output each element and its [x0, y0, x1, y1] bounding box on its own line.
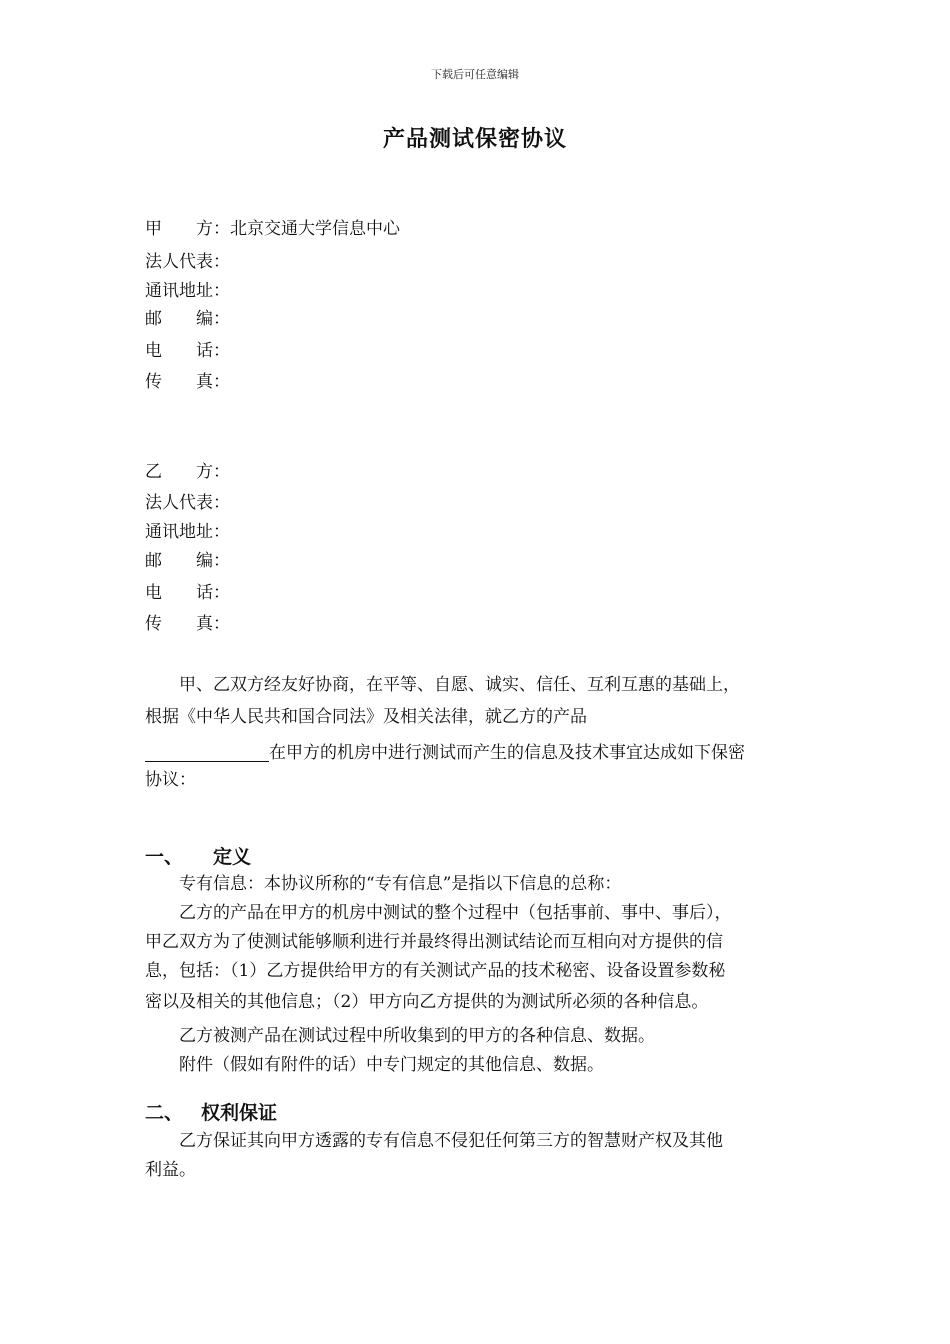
intro-line-2: 根据《中华人民共和国合同法》及相关法律，就乙方的产品	[145, 707, 587, 727]
section-1-p2-line-3: 息，包括：（1）乙方提供给甲方的有关测试产品的技术秘密、设备设置参数秘	[145, 961, 726, 981]
document-title: 产品测试保密协议	[382, 127, 567, 152]
section-1-p2-line-4: 密以及相关的其他信息；（2）甲方向乙方提供的为测试所必须的各种信息。	[145, 992, 709, 1012]
party-a-address: 通讯地址：	[145, 281, 230, 301]
intro-line-4: 协议：	[145, 770, 196, 790]
section-1-p1: 专有信息：本协议所称的“专有信息”是指以下信息的总称：	[145, 874, 622, 894]
intro-line-1: 甲、乙双方经友好协商，在平等、自愿、诚实、信任、互利互惠的基础上，	[145, 675, 740, 695]
product-name-blank	[145, 743, 269, 762]
section-1-p3: 乙方被测产品在测试过程中所收集到的甲方的各种信息、数据。	[145, 1026, 655, 1046]
party-a-name-row	[145, 221, 400, 238]
party-b-postcode: 邮 编：	[145, 551, 230, 571]
party-a-postcode: 邮 编：	[145, 309, 230, 329]
section-1-heading	[145, 842, 251, 869]
party-b-fax: 传 真：	[145, 614, 230, 634]
section-1-p4: 附件（假如有附件的话）中专门规定的其他信息、数据。	[145, 1055, 604, 1075]
section-2-p1-line-1: 乙方保证其向甲方透露的专有信息不侵犯任何第三方的智慧财产权及其他	[145, 1131, 723, 1151]
section-1-p2-line-2: 甲乙双方为了使测试能够顺利进行并最终得出测试结论而互相向对方提供的信	[145, 932, 723, 952]
party-a-phone: 电 话：	[145, 341, 230, 361]
intro-line-3-text: 在甲方的机房中进行测试而产生的信息及技术事宜达成如下保密	[269, 743, 745, 763]
section-2-p1-line-2: 利益。	[145, 1160, 196, 1180]
page-header: 下载后可任意编辑	[431, 68, 519, 81]
intro-line-3	[145, 743, 745, 762]
section-2-heading	[145, 1098, 277, 1125]
party-a-value: 北京交通大学信息中心	[230, 219, 400, 239]
party-b-legal-rep: 法人代表：	[145, 493, 230, 513]
party-b-phone: 电 话：	[145, 583, 230, 603]
section-1-number: 一、	[145, 846, 184, 868]
party-b-address: 通讯地址：	[145, 522, 230, 542]
section-1-p2-line-1: 乙方的产品在甲方的机房中测试的整个过程中（包括事前、事中、事后），	[145, 903, 732, 923]
section-2-title: 权利保证	[201, 1102, 278, 1124]
party-a-legal-rep: 法人代表：	[145, 252, 230, 272]
section-2-number: 二、	[145, 1102, 184, 1124]
party-b-label: 乙 方：	[145, 462, 230, 482]
section-1-title: 定义	[213, 846, 252, 868]
party-a-fax: 传 真：	[145, 372, 230, 392]
party-a-label: 甲 方：	[145, 219, 230, 239]
